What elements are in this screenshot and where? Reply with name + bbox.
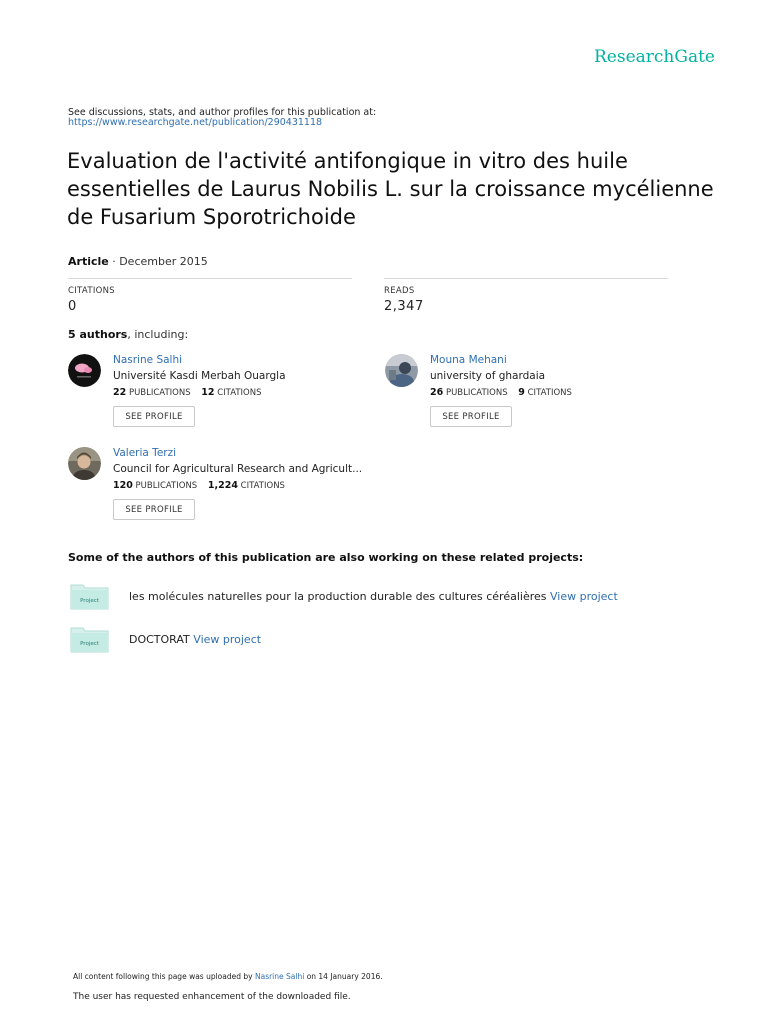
- author-name-link[interactable]: Nasrine Salhi: [113, 354, 183, 366]
- enhancement-note: The user has requested enhancement of the downloaded file.: [73, 992, 351, 1002]
- author-stats: [430, 387, 572, 398]
- author-avatar[interactable]: [68, 447, 101, 480]
- authors-count: 5 authors: [68, 328, 128, 341]
- discussion-line: See discussions, stats, and author profiles for this publication at:: [68, 107, 377, 118]
- publication-meta: [68, 255, 208, 268]
- upload-prefix: All content following this page was uploaded by: [73, 972, 253, 981]
- author-avatar[interactable]: [385, 354, 418, 387]
- author-stats: [113, 387, 262, 398]
- citations-label: CITATIONS: [217, 388, 262, 398]
- publications-count: 120: [113, 480, 133, 491]
- author-avatar[interactable]: [68, 354, 101, 387]
- reads-label: READS: [384, 286, 415, 296]
- project-text: [129, 590, 618, 603]
- view-project-link[interactable]: View project: [193, 633, 262, 646]
- reads-divider: [384, 278, 668, 279]
- project-title: DOCTORAT: [129, 633, 190, 646]
- discussion-notice: [68, 108, 376, 128]
- authors-heading: [68, 328, 188, 341]
- upload-notice: [73, 972, 383, 981]
- citations-count: 1,224: [207, 480, 238, 491]
- author-name-link[interactable]: Valeria Terzi: [113, 447, 177, 459]
- reads-value: 2,347: [384, 299, 424, 314]
- author-institution: university of ghardaia: [430, 370, 546, 382]
- project-item: [70, 582, 710, 612]
- project-text: [129, 633, 261, 646]
- publication-type: Article: [68, 255, 109, 268]
- see-profile-button[interactable]: SEE PROFILE: [113, 499, 195, 520]
- author-institution: Council for Agricultural Research and Agricult...: [113, 463, 363, 475]
- author-institution: Université Kasdi Merbah Ouargla: [113, 370, 286, 382]
- publications-count: 26: [430, 387, 444, 398]
- citations-count: 12: [201, 387, 215, 398]
- publication-date: · December 2015: [112, 255, 208, 268]
- publications-label: PUBLICATIONS: [135, 481, 198, 491]
- citations-label: CITATIONS: [527, 388, 572, 398]
- publications-label: PUBLICATIONS: [445, 388, 508, 398]
- citations-label: CITATIONS: [68, 286, 115, 296]
- project-title: les molécules naturelles pour la production durable des cultures céréalières: [129, 590, 547, 603]
- author-stats: [113, 480, 285, 491]
- author-name-link[interactable]: Mouna Mehani: [430, 354, 507, 366]
- upload-suffix: on 14 January 2016.: [306, 972, 383, 981]
- publications-count: 22: [113, 387, 127, 398]
- authors-suffix: , including:: [127, 328, 189, 341]
- see-profile-button[interactable]: SEE PROFILE: [113, 406, 195, 427]
- uploader-link[interactable]: Nasrine Salhi: [254, 972, 305, 981]
- project-folder-icon: [70, 582, 109, 610]
- citations-count: 9: [518, 387, 525, 398]
- svg-text:Project: Project: [80, 598, 99, 604]
- project-folder-icon: [70, 625, 109, 653]
- citations-divider: [68, 278, 352, 279]
- view-project-link[interactable]: View project: [550, 590, 618, 603]
- svg-text:Project: Project: [80, 641, 99, 647]
- researchgate-logo[interactable]: ResearchGate: [594, 47, 715, 67]
- publication-title: Evaluation de l'activité antifongique in vitro des huile essentielles de Laurus Nobilis L. sur la croissance mycélienne de Fusarium Sporotrichoide: [67, 149, 714, 229]
- citations-label: CITATIONS: [240, 481, 285, 491]
- publications-label: PUBLICATIONS: [128, 388, 191, 398]
- citations-value: 0: [68, 299, 77, 314]
- related-projects-heading: Some of the authors of this publication are also working on these related projects:: [68, 551, 584, 564]
- see-profile-button[interactable]: SEE PROFILE: [430, 406, 512, 427]
- publication-url-link[interactable]: https://www.researchgate.net/publication/290431118: [68, 117, 323, 128]
- project-item: [70, 625, 710, 655]
